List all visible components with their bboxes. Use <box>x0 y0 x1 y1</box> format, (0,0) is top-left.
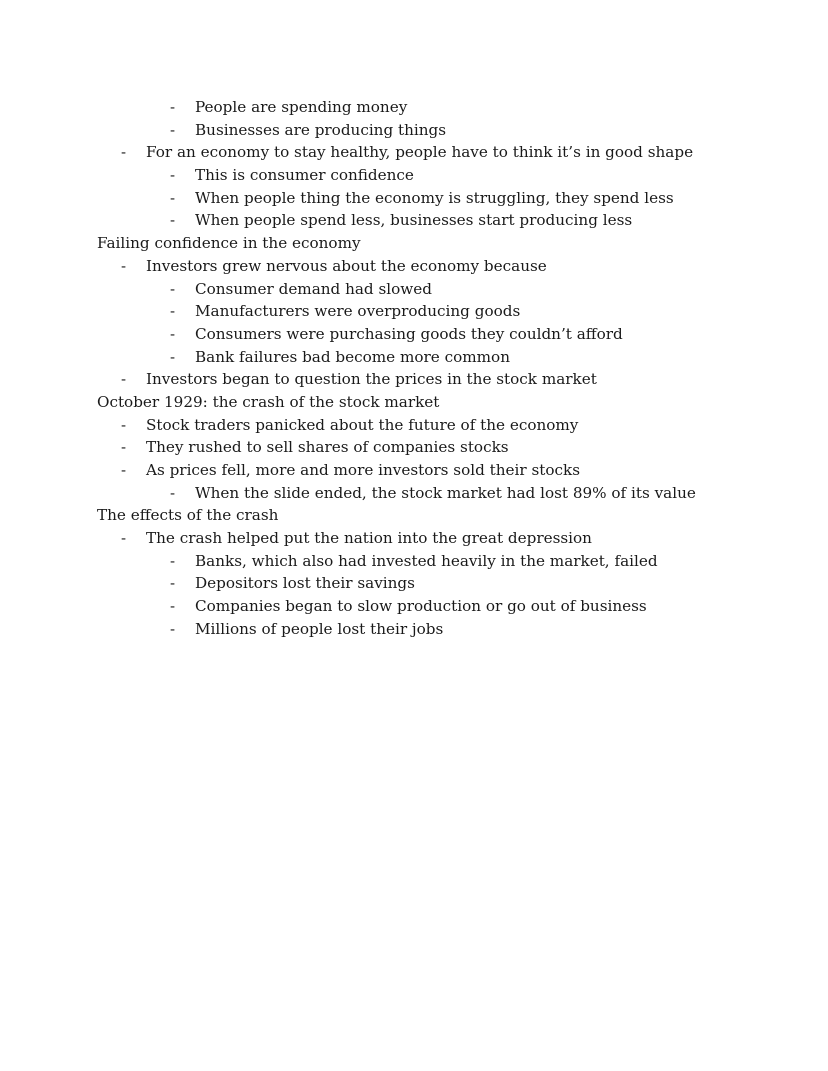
bullet-text: Consumers were purchasing goods they couldn’t afford <box>195 324 623 343</box>
bullet-item <box>97 459 797 482</box>
document-body <box>97 96 797 641</box>
section-heading: Failing confidence in the economy <box>97 234 361 253</box>
bullet-text: Banks, which also had invested heavily in the market, failed <box>195 551 658 570</box>
bullet-dash: - <box>170 324 176 343</box>
bullet-item <box>97 255 797 278</box>
bullet-item <box>97 164 797 187</box>
bullet-text: Bank failures bad become more common <box>195 347 510 366</box>
bullet-dash: - <box>121 370 127 389</box>
bullet-text: Manufacturers were overproducing goods <box>195 302 521 321</box>
bullet-dash: - <box>170 619 176 638</box>
bullet-item <box>97 572 797 595</box>
bullet-text: Consumer demand had slowed <box>195 279 432 298</box>
bullet-dash: - <box>170 166 176 185</box>
bullet-text: Millions of people lost their jobs <box>195 619 444 638</box>
bullet-item <box>97 618 797 641</box>
bullet-item <box>97 436 797 459</box>
bullet-item <box>97 346 797 369</box>
bullet-item <box>97 482 797 505</box>
bullet-item <box>97 278 797 301</box>
bullet-text: As prices fell, more and more investors sold their stocks <box>146 461 580 479</box>
bullet-dash: - <box>170 551 176 570</box>
bullet-dash: - <box>170 597 176 616</box>
bullet-dash: - <box>121 256 127 275</box>
bullet-text: Stock traders panicked about the future of the economy <box>146 415 579 434</box>
bullet-item <box>97 300 797 323</box>
bullet-text: For an economy to stay healthy, people have to think it’s in good shape <box>146 143 694 162</box>
bullet-dash: - <box>170 574 176 593</box>
bullet-dash: - <box>170 483 176 502</box>
bullet-dash: - <box>121 529 127 548</box>
bullet-item <box>97 368 797 391</box>
bullet-text: The crash helped put the nation into the great depression <box>146 529 592 548</box>
bullet-item <box>97 209 797 232</box>
bullet-text: Depositors lost their savings <box>195 574 415 593</box>
bullet-dash: - <box>121 461 127 479</box>
bullet-dash: - <box>170 211 176 230</box>
bullet-item <box>97 550 797 573</box>
bullet-dash: - <box>170 347 176 366</box>
section-heading: The effects of the crash <box>97 506 279 525</box>
bullet-text: Investors began to question the prices in the stock market <box>146 370 597 389</box>
bullet-dash: - <box>121 143 127 162</box>
bullet-dash: - <box>170 120 176 139</box>
bullet-dash: - <box>121 415 127 434</box>
bullet-text: When people spend less, businesses start producing less <box>195 211 633 230</box>
bullet-dash: - <box>170 188 176 207</box>
bullet-text: When the slide ended, the stock market had lost 89% of its value <box>195 483 696 502</box>
bullet-text: Companies began to slow production or go out of business <box>195 597 647 616</box>
bullet-text: Investors grew nervous about the economy because <box>146 256 547 275</box>
bullet-item <box>97 187 797 210</box>
bullet-text: This is consumer confidence <box>195 166 414 185</box>
bullet-dash: - <box>121 438 127 457</box>
bullet-dash: - <box>170 279 176 298</box>
bullet-item <box>97 96 797 119</box>
bullet-text: They rushed to sell shares of companies stocks <box>146 438 509 457</box>
bullet-item <box>97 527 797 550</box>
bullet-text: Businesses are producing things <box>195 120 447 139</box>
bullet-text: People are spending money <box>195 98 408 116</box>
section-heading: October 1929: the crash of the stock market <box>97 392 440 411</box>
bullet-item <box>97 595 797 618</box>
bullet-item <box>97 119 797 142</box>
bullet-item <box>97 414 797 437</box>
bullet-dash: - <box>170 302 176 321</box>
bullet-text: When people thing the economy is struggling, they spend less <box>195 188 674 207</box>
bullet-item <box>97 141 797 164</box>
bullet-item <box>97 323 797 346</box>
bullet-dash: - <box>170 98 176 116</box>
